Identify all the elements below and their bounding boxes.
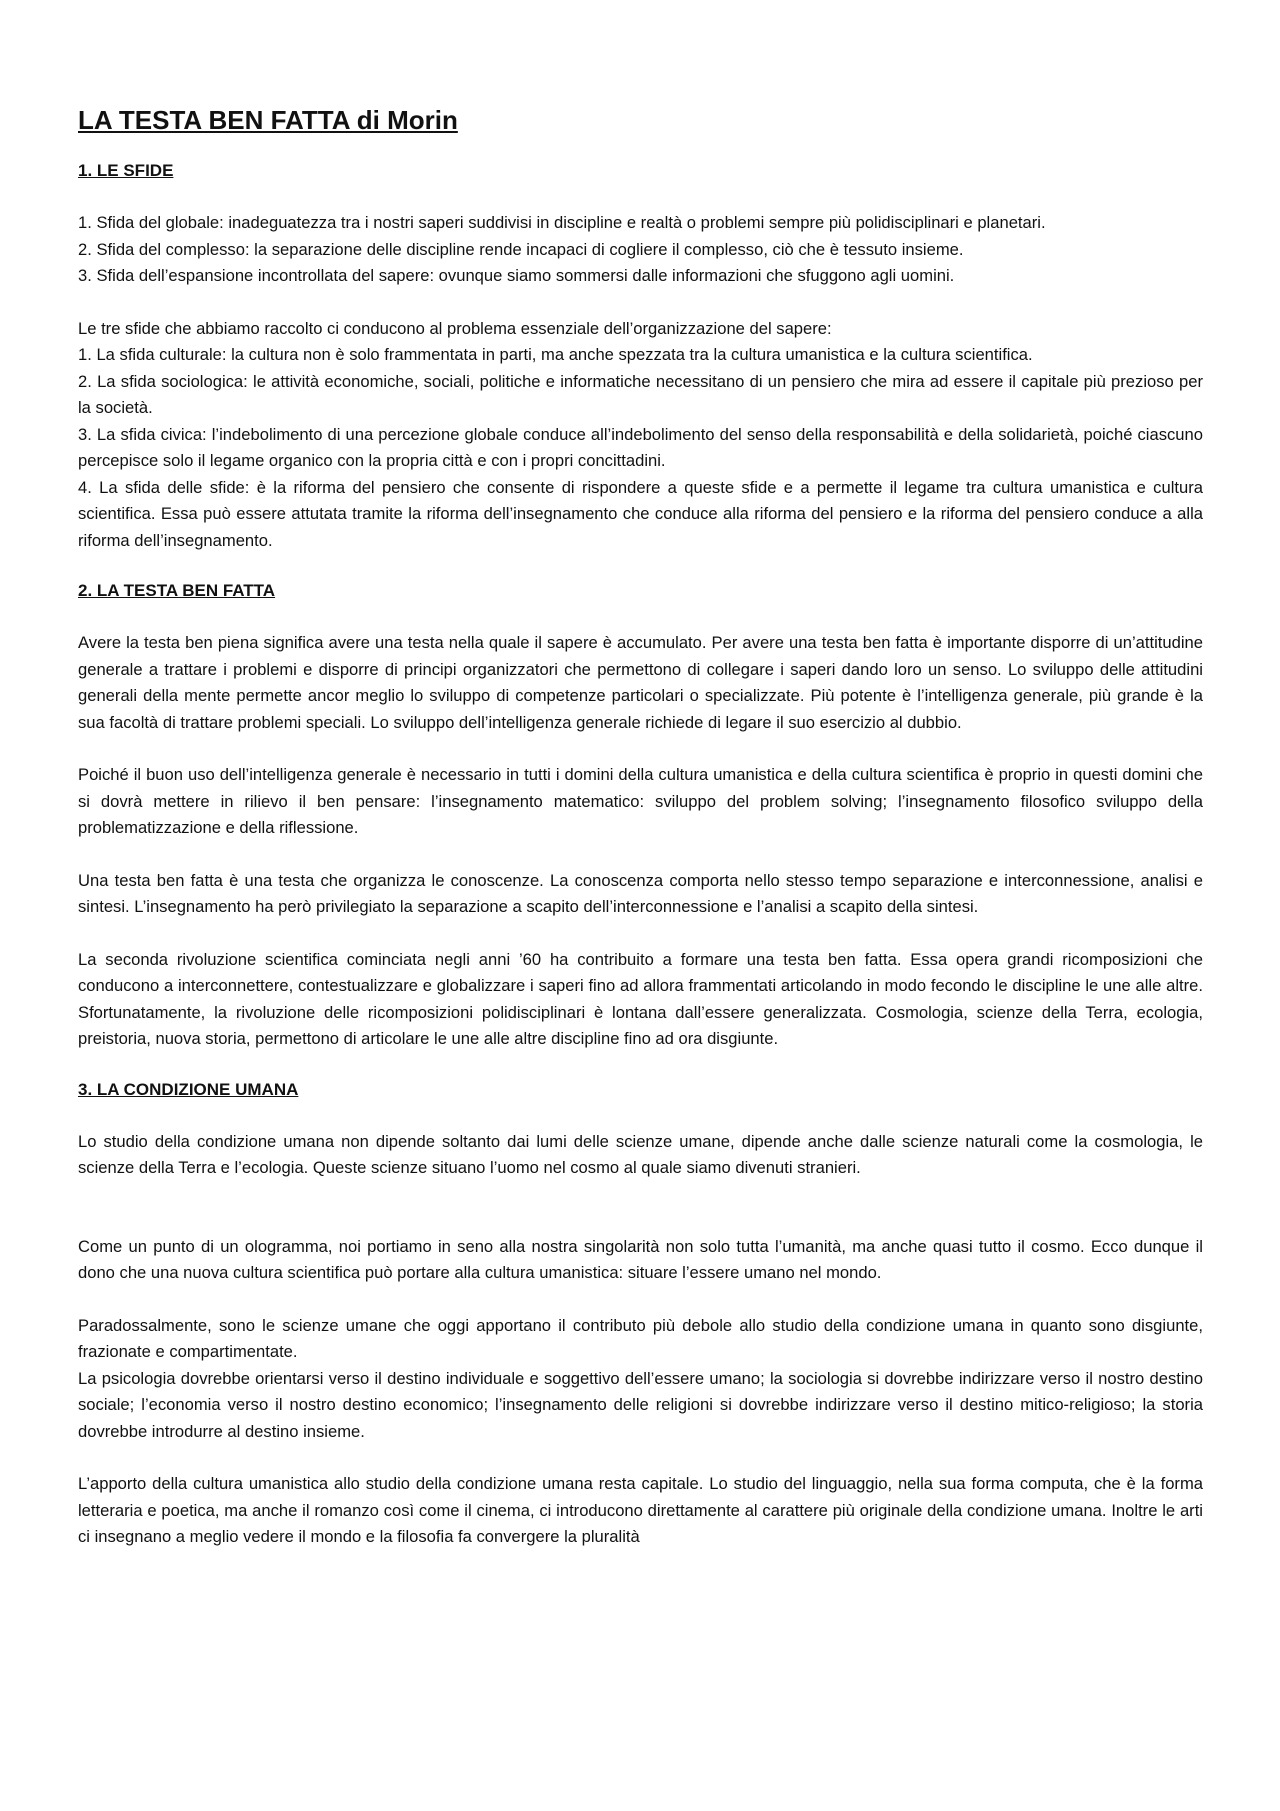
list-item: 1. Sfida del globale: inadeguatezza tra i nostri saperi suddivisi in discipline e realtà o problemi sempre più polidisciplinari e planetari. bbox=[78, 213, 1046, 232]
document-title: LA TESTA BEN FATTA di Morin bbox=[78, 105, 458, 135]
section-heading-sfide: 1. LE SFIDE bbox=[78, 161, 174, 180]
paragraph: Avere la testa ben piena significa avere una testa nella quale il sapere è accumulato. Per avere una testa ben fatta è importante disporre di un’attitudine generale a trattare i problemi e disporre di principi organizzatori che permettono di collegare i saperi dando loro un senso. Lo sviluppo delle attitudini generali della mente permette ancor meglio lo sviluppo di competenze particolari o specializzate. Più potente è l’intelligenza generale, più grande è la sua facoltà di trattare problemi speciali. Lo sviluppo dell’intelligenza generale richiede di legare il suo esercizio al dubbio. bbox=[78, 633, 1203, 732]
list-item: 3. La sfida civica: l’indebolimento di una percezione globale conduce all’indebolimento del senso della responsabilità e della solidarietà, poiché ciascuno percepisce solo il legame organico con la propria città e con i propri concittadini. bbox=[78, 424, 1203, 470]
list-item: 3. Sfida dell’espansione incontrollata del sapere: ovunque siamo sommersi dalle informazioni che sfuggono agli uomini. bbox=[78, 266, 955, 285]
list-item: 1. La sfida culturale: la cultura non è solo frammentata in parti, ma anche spezzata tra la cultura umanistica e la cultura scientifica. bbox=[78, 345, 1033, 364]
paragraph: Lo studio della condizione umana non dipende soltanto dai lumi delle scienze umane, dipende anche dalle scienze naturali come la cosmologia, le scienze della Terra e l’ecologia. Queste scienze situano l’uomo nel cosmo al quale siamo divenuti stranieri. bbox=[78, 1131, 1203, 1177]
list-item: 2. Sfida del complesso: la separazione delle discipline rende incapaci di cogliere il complesso, ciò che è tessuto insieme. bbox=[78, 239, 964, 259]
paragraph: L’apporto della cultura umanistica allo studio della condizione umana resta capitale. Lo studio del linguaggio, nella sua forma computa, che è la forma letteraria e poetica, ma anche il romanzo così come il cinema, ci introducono direttamente al carattere più originale della condizione umana. Inoltre le arti ci insegnano a meglio vedere il mondo e la filosofia fa convergere la pluralità bbox=[78, 1474, 1203, 1546]
paragraph: Poiché il buon uso dell’intelligenza generale è necessario in tutti i domini della cultura umanistica e della cultura scientifica è proprio in questi domini che si dovrà mettere in rilievo il ben pensare: l’insegnamento matematico: sviluppo del problem solving; l’insegnamento filosofico sviluppo della problematizzazione e della riflessione. bbox=[78, 765, 1203, 837]
sfide-list-1 bbox=[78, 210, 1203, 290]
sfide-list-2 bbox=[78, 316, 1203, 555]
paragraph: Come un punto di un ologramma, noi portiamo in seno alla nostra singolarità non solo tutta l’umanità, ma anche quasi tutto il cosmo. Ecco dunque il dono che una nuova cultura scientifica può portare alla cultura umanistica: situare l’essere umano nel mondo. bbox=[78, 1236, 1203, 1282]
list-item: 2. La sfida sociologica: le attività economiche, sociali, politiche e informatiche necessitano di un pensiero che mira ad essere il capitale più prezioso per la società. bbox=[78, 371, 1203, 417]
list-item: 4. La sfida delle sfide: è la riforma del pensiero che consente di rispondere a queste sfide e a permette il legame tra cultura umanistica e cultura scientifica. Essa può essere attutata tramite la riforma dell’insegnamento che conduce alla riforma del pensiero e la riforma del pensiero conduce a alla riforma dell’insegnamento. bbox=[78, 477, 1203, 550]
paragraph: La psicologia dovrebbe orientarsi verso il destino individuale e soggettivo dell’essere umano; la sociologia si dovrebbe indirizzare verso il nostro destino sociale; l’economia verso il nostro destino economico; l’insegnamento delle religioni si dovrebbe indirizzare verso il destino mitico-religioso; la storia dovrebbe introdurre al destino insieme. bbox=[78, 1368, 1203, 1441]
section-heading-testa: 2. LA TESTA BEN FATTA bbox=[78, 581, 276, 600]
paragraph: Paradossalmente, sono le scienze umane che oggi apportano il contributo più debole allo studio della condizione umana in quanto sono disgiunte, frazionate e compartimentate. bbox=[78, 1315, 1203, 1361]
condizione-block bbox=[78, 1313, 1203, 1446]
section-heading-condizione: 3. LA CONDIZIONE UMANA bbox=[78, 1079, 299, 1099]
paragraph: La seconda rivoluzione scientifica cominciata negli anni ’60 ha contribuito a formare una testa ben fatta. Essa opera grandi ricomposizioni che conducono a interconnettere, contestualizzare e globalizzare i saperi fino ad allora frammentati articolando in modo fecondo le discipline le une alle altre. Sfortunatamente, la rivoluzione delle ricomposizioni polidisciplinari è lontana dall’essere generalizzata. Cosmologia, scienze della Terra, ecologia, preistoria, nuova storia, permettono di articolare le une alle altre discipline fino ad ora disgiunte. bbox=[78, 949, 1203, 1048]
paragraph: Le tre sfide che abbiamo raccolto ci conducono al problema essenziale dell’organizzazione del sapere: bbox=[78, 318, 832, 338]
paragraph: Una testa ben fatta è una testa che organizza le conoscenze. La conoscenza comporta nello stesso tempo separazione e interconnessione, analisi e sintesi. L’insegnamento ha però privilegiato la separazione a scapito dell’interconnessione e l’analisi a scapito della sintesi. bbox=[78, 870, 1203, 916]
